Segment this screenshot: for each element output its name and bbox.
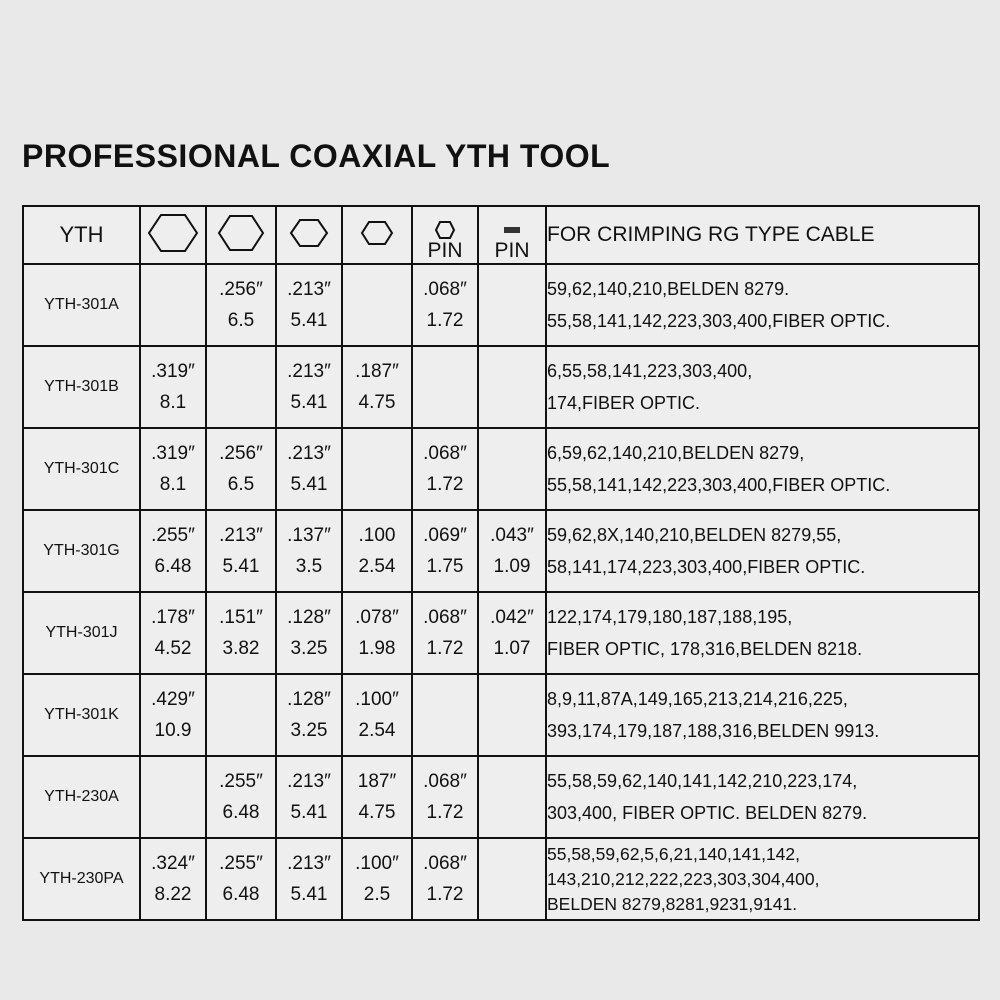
size-inch: .069″ bbox=[423, 525, 467, 546]
size-cell bbox=[342, 428, 412, 510]
size-cell bbox=[140, 346, 206, 428]
size-mm: 6.48 bbox=[222, 884, 260, 905]
size-inch: 187″ bbox=[357, 771, 397, 792]
model-cell: YTH-301A bbox=[23, 264, 140, 346]
size-mm: 6.5 bbox=[227, 474, 255, 495]
size-inch: .319″ bbox=[151, 361, 195, 382]
header-pin-hex bbox=[412, 206, 478, 264]
size-inch: .137″ bbox=[287, 525, 331, 546]
size-mm: 5.41 bbox=[290, 884, 328, 905]
size-cell bbox=[342, 346, 412, 428]
hexagon-tiny-icon bbox=[434, 220, 456, 240]
size-cell bbox=[140, 756, 206, 838]
table-row bbox=[23, 428, 979, 510]
size-cell bbox=[206, 674, 276, 756]
size-cell bbox=[412, 592, 478, 674]
size-mm: 1.72 bbox=[426, 310, 464, 331]
size-cell bbox=[140, 838, 206, 920]
size-mm: 1.72 bbox=[426, 474, 464, 495]
table-body bbox=[23, 264, 979, 920]
size-mm: 8.22 bbox=[154, 884, 192, 905]
size-mm: 1.72 bbox=[426, 638, 464, 659]
hexagon-medium-icon bbox=[289, 217, 329, 249]
cable-line: 122,174,179,180,187,188,195, bbox=[547, 607, 793, 627]
size-cell bbox=[276, 592, 342, 674]
size-inch: .068″ bbox=[423, 771, 467, 792]
size-inch: .213″ bbox=[219, 525, 263, 546]
table-header-row bbox=[23, 206, 979, 264]
size-cell bbox=[412, 756, 478, 838]
size-inch: .213″ bbox=[287, 279, 331, 300]
size-inch: .319″ bbox=[151, 443, 195, 464]
size-inch: .100 bbox=[358, 525, 396, 546]
size-mm: 2.54 bbox=[358, 720, 396, 741]
size-mm: 1.07 bbox=[493, 638, 531, 659]
size-mm: 8.1 bbox=[159, 474, 187, 495]
table-row bbox=[23, 592, 979, 674]
size-inch: .151″ bbox=[219, 607, 263, 628]
size-cell bbox=[342, 674, 412, 756]
model-cell: YTH-301J bbox=[23, 592, 140, 674]
size-inch: .324″ bbox=[151, 853, 195, 874]
size-mm: 5.41 bbox=[290, 392, 328, 413]
size-mm: 5.41 bbox=[290, 474, 328, 495]
size-cell bbox=[206, 838, 276, 920]
size-cell bbox=[276, 756, 342, 838]
size-inch: .256″ bbox=[219, 279, 263, 300]
size-inch: .256″ bbox=[219, 443, 263, 464]
size-cell bbox=[478, 428, 546, 510]
size-cell bbox=[140, 428, 206, 510]
size-mm: 3.25 bbox=[290, 720, 328, 741]
size-cell bbox=[342, 756, 412, 838]
table-row bbox=[23, 264, 979, 346]
model-cell: YTH-301K bbox=[23, 674, 140, 756]
size-mm: 1.72 bbox=[426, 884, 464, 905]
cable-cell bbox=[546, 592, 979, 674]
size-inch: .213″ bbox=[287, 443, 331, 464]
size-cell bbox=[412, 264, 478, 346]
cable-cell bbox=[546, 756, 979, 838]
size-cell bbox=[412, 428, 478, 510]
hexagon-large-icon bbox=[147, 211, 199, 255]
size-mm: 1.75 bbox=[426, 556, 464, 577]
header-hex-large bbox=[140, 206, 206, 264]
size-mm: 4.52 bbox=[154, 638, 192, 659]
table-row bbox=[23, 756, 979, 838]
model-cell: YTH-230PA bbox=[23, 838, 140, 920]
cable-line: BELDEN 8279,8281,9231,9141. bbox=[547, 894, 798, 914]
cable-line: 6,55,58,141,223,303,400, bbox=[547, 361, 753, 381]
size-cell bbox=[478, 756, 546, 838]
size-cell bbox=[412, 346, 478, 428]
size-cell bbox=[342, 264, 412, 346]
size-mm: 8.1 bbox=[159, 392, 187, 413]
header-hex-medium bbox=[276, 206, 342, 264]
size-inch: .078″ bbox=[355, 607, 399, 628]
size-inch: .128″ bbox=[287, 607, 331, 628]
size-cell bbox=[342, 592, 412, 674]
size-inch: .100″ bbox=[355, 689, 399, 710]
size-cell bbox=[478, 838, 546, 920]
header-pin-square bbox=[478, 206, 546, 264]
size-cell bbox=[342, 838, 412, 920]
size-cell bbox=[276, 674, 342, 756]
size-mm: 2.5 bbox=[363, 884, 391, 905]
size-inch: .068″ bbox=[423, 853, 467, 874]
size-mm: 4.75 bbox=[358, 802, 396, 823]
size-inch: .255″ bbox=[151, 525, 195, 546]
square-pin-icon bbox=[501, 224, 523, 240]
cable-cell bbox=[546, 428, 979, 510]
cable-line: 55,58,141,142,223,303,400,FIBER OPTIC. bbox=[547, 311, 891, 331]
size-mm: 5.41 bbox=[222, 556, 260, 577]
cable-line: 55,58,141,142,223,303,400,FIBER OPTIC. bbox=[547, 475, 891, 495]
size-mm: 4.75 bbox=[358, 392, 396, 413]
cable-line: 55,58,59,62,140,141,142,210,223,174, bbox=[547, 771, 858, 791]
size-cell bbox=[140, 674, 206, 756]
cable-line: 143,210,212,222,223,303,304,400, bbox=[547, 869, 820, 889]
size-mm: 5.41 bbox=[290, 310, 328, 331]
size-cell bbox=[478, 510, 546, 592]
size-inch: .187″ bbox=[355, 361, 399, 382]
cable-cell bbox=[546, 838, 979, 920]
size-mm: 6.5 bbox=[227, 310, 255, 331]
size-inch: .100″ bbox=[355, 853, 399, 874]
size-mm: 2.54 bbox=[358, 556, 396, 577]
cable-line: 59,62,140,210,BELDEN 8279. bbox=[547, 279, 790, 299]
header-cable: FOR CRIMPING RG TYPE CABLE bbox=[546, 206, 979, 264]
size-cell bbox=[206, 592, 276, 674]
size-cell bbox=[478, 346, 546, 428]
cable-line: FIBER OPTIC, 178,316,BELDEN 8218. bbox=[547, 639, 863, 659]
header-hex-small bbox=[342, 206, 412, 264]
model-cell: YTH-301C bbox=[23, 428, 140, 510]
cable-line: 303,400, FIBER OPTIC. BELDEN 8279. bbox=[547, 803, 868, 823]
cable-line: 55,58,59,62,5,6,21,140,141,142, bbox=[547, 844, 801, 864]
size-cell bbox=[276, 428, 342, 510]
hexagon-medium-large-icon bbox=[217, 213, 265, 253]
pin-label: PIN bbox=[494, 239, 530, 262]
size-inch: .255″ bbox=[219, 771, 263, 792]
size-cell bbox=[478, 674, 546, 756]
size-cell bbox=[276, 346, 342, 428]
cable-line: 8,9,11,87A,149,165,213,214,216,225, bbox=[547, 689, 848, 709]
size-cell bbox=[140, 592, 206, 674]
size-mm: 6.48 bbox=[222, 802, 260, 823]
size-cell bbox=[342, 510, 412, 592]
cable-line: 59,62,8X,140,210,BELDEN 8279,55, bbox=[547, 525, 842, 545]
size-inch: .213″ bbox=[287, 853, 331, 874]
cable-cell bbox=[546, 674, 979, 756]
size-cell bbox=[276, 510, 342, 592]
page-title: PROFESSIONAL COAXIAL YTH TOOL bbox=[22, 138, 611, 174]
size-cell bbox=[412, 838, 478, 920]
size-cell bbox=[276, 838, 342, 920]
size-cell bbox=[478, 264, 546, 346]
size-mm: 5.41 bbox=[290, 802, 328, 823]
size-inch: .213″ bbox=[287, 361, 331, 382]
size-mm: 1.72 bbox=[426, 802, 464, 823]
size-mm: 1.98 bbox=[358, 638, 396, 659]
size-inch: .213″ bbox=[287, 771, 331, 792]
table-row bbox=[23, 346, 979, 428]
size-cell bbox=[412, 510, 478, 592]
size-mm: 6.48 bbox=[154, 556, 192, 577]
tool-spec-table bbox=[22, 205, 980, 921]
size-cell bbox=[206, 346, 276, 428]
size-inch: .068″ bbox=[423, 279, 467, 300]
header-yth: YTH bbox=[23, 206, 140, 264]
cable-cell bbox=[546, 264, 979, 346]
header-hex-medium-large bbox=[206, 206, 276, 264]
size-inch: .255″ bbox=[219, 853, 263, 874]
size-cell bbox=[412, 674, 478, 756]
cable-line: 393,174,179,187,188,316,BELDEN 9913. bbox=[547, 721, 880, 741]
model-cell: YTH-230A bbox=[23, 756, 140, 838]
size-cell bbox=[206, 756, 276, 838]
size-cell bbox=[276, 264, 342, 346]
cable-cell bbox=[546, 510, 979, 592]
size-mm: 10.9 bbox=[154, 720, 192, 741]
size-cell bbox=[206, 510, 276, 592]
table-row bbox=[23, 674, 979, 756]
cable-line: 58,141,174,223,303,400,FIBER OPTIC. bbox=[547, 557, 866, 577]
size-inch: .429″ bbox=[151, 689, 195, 710]
cable-line: 6,59,62,140,210,BELDEN 8279, bbox=[547, 443, 805, 463]
size-mm: 3.25 bbox=[290, 638, 328, 659]
size-inch: .068″ bbox=[423, 443, 467, 464]
size-inch: .043″ bbox=[490, 525, 534, 546]
cable-line: 174,FIBER OPTIC. bbox=[547, 393, 701, 413]
size-inch: .128″ bbox=[287, 689, 331, 710]
table-row bbox=[23, 510, 979, 592]
pin-label: PIN bbox=[427, 239, 463, 262]
table-row bbox=[23, 838, 979, 920]
size-mm: 3.82 bbox=[222, 638, 260, 659]
size-inch: .178″ bbox=[151, 607, 195, 628]
size-cell bbox=[140, 264, 206, 346]
model-cell: YTH-301B bbox=[23, 346, 140, 428]
size-cell bbox=[478, 592, 546, 674]
model-cell: YTH-301G bbox=[23, 510, 140, 592]
size-cell bbox=[140, 510, 206, 592]
hexagon-small-icon bbox=[360, 219, 394, 247]
size-cell bbox=[206, 428, 276, 510]
size-mm: 1.09 bbox=[493, 556, 531, 577]
size-mm: 3.5 bbox=[295, 556, 323, 577]
size-inch: .068″ bbox=[423, 607, 467, 628]
cable-cell bbox=[546, 346, 979, 428]
size-inch: .042″ bbox=[490, 607, 534, 628]
size-cell bbox=[206, 264, 276, 346]
